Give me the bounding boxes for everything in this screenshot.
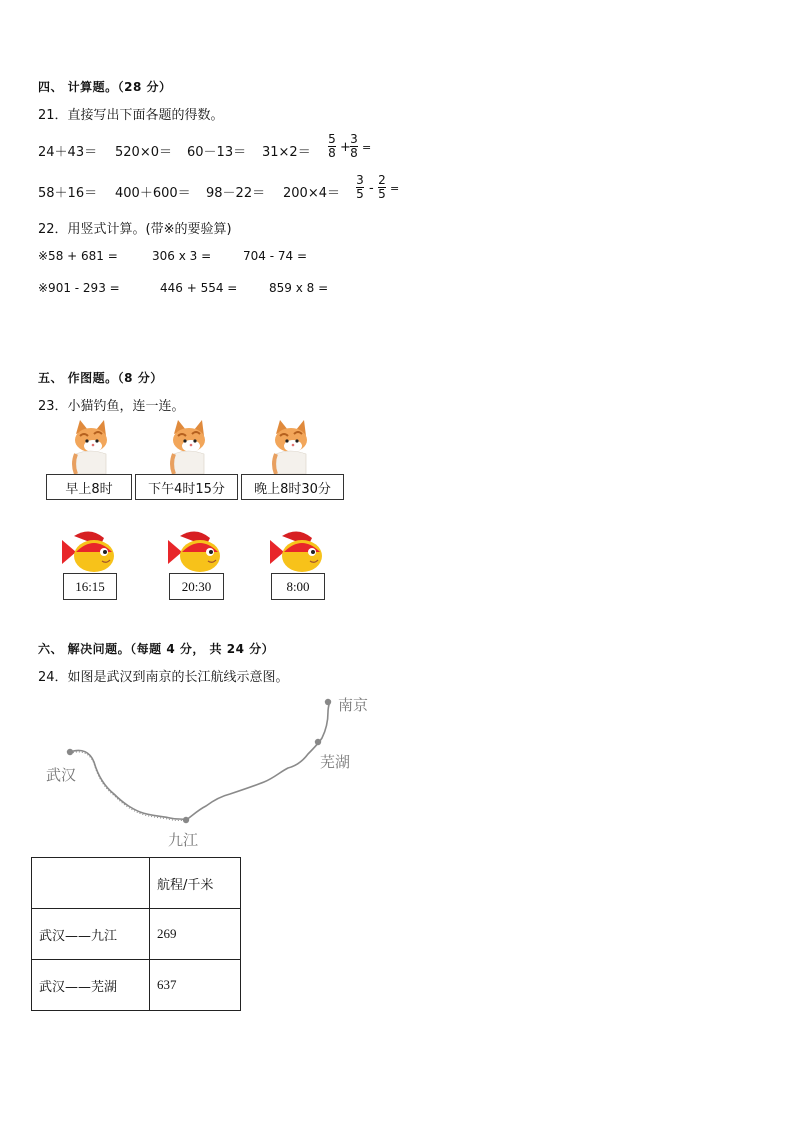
mental-calc-item: 58＋16＝ [38,186,98,201]
cat-time-label[interactable]: 早上8时 [46,474,132,500]
mental-calc-item: 24＋43＝ [38,145,98,160]
route-cell: 武汉——九江 [32,909,150,960]
question-21-prompt: 21．直接写出下面各题的得数。 [38,108,224,123]
wuhu-label: 芜湖 [320,753,351,771]
section-6-title: 六、 解决问题。（每题 4 分， 共 24 分） [38,642,275,656]
fish-image [166,530,226,576]
cat-image [66,420,114,474]
fish-image [268,530,328,576]
nanjing-label: 南京 [338,696,369,714]
table-row [32,960,241,1011]
wuhan-label: 武汉 [46,766,77,784]
fish-time-label[interactable]: 8:00 [271,573,325,600]
fraction-3-5: 3 5 [356,173,364,201]
fish-time-label[interactable]: 20:30 [169,573,224,600]
question-24-prompt: 24．如图是武汉到南京的长江航线示意图。 [38,670,289,685]
distance-cell: 269 [150,909,241,960]
table-header-cell [32,858,150,909]
jiujiang-marker [183,817,189,823]
jiujiang-label: 九江 [168,831,199,849]
fraction-equals: = [362,141,372,154]
section-5-title: 五、 作图题。（8 分） [38,371,163,385]
table-row [32,909,241,960]
distance-table [31,857,241,1011]
mental-calc-item: 520×0＝ [115,145,172,160]
mental-calc-item: 400＋600＝ [115,186,191,201]
route-cell: 武汉——芜湖 [32,960,150,1011]
cat-image [266,420,314,474]
fish-image [60,530,120,576]
table-header-row [32,858,241,909]
mental-calc-item: 60－13＝ [187,145,247,160]
wuhu-marker [315,739,321,745]
vertical-calc-item: ※58 + 681 = [38,249,118,263]
table-header-cell: 航程/千米 [150,858,241,909]
fraction-5-8: 5 8 [328,132,336,160]
fraction-equals: = [390,182,400,195]
cat-time-label[interactable]: 下午4时15分 [135,474,238,500]
mental-calc-item: 31×2＝ [262,145,311,160]
cat-time-label[interactable]: 晚上8时30分 [241,474,344,500]
fraction-operator: - [369,181,374,196]
vertical-calc-item: 446 + 554 = [160,281,238,295]
distance-cell: 637 [150,960,241,1011]
fraction-operator: + [340,140,351,155]
yangtze-route-map [30,690,390,850]
vertical-calc-item: ※901 - 293 = [38,281,120,295]
wuhan-marker [67,749,73,755]
vertical-calc-item: 704 - 74 = [243,249,308,263]
river-route [70,700,330,820]
fraction-2-5: 2 5 [378,173,386,201]
question-22-prompt: 22．用竖式计算。(带※的要验算) [38,222,232,237]
nanjing-marker [325,699,331,705]
cat-image [164,420,212,474]
mental-calc-item: 200×4＝ [283,186,340,201]
section-4-title: 四、 计算题。（28 分） [38,80,172,94]
mental-calc-item: 98－22＝ [206,186,266,201]
vertical-calc-item: 859 x 8 = [269,281,329,295]
question-23-prompt: 23．小猫钓鱼，连一连。 [38,399,185,414]
fraction-3-8: 3 8 [350,132,358,160]
fish-time-label[interactable]: 16:15 [63,573,117,600]
vertical-calc-item: 306 x 3 = [152,249,212,263]
